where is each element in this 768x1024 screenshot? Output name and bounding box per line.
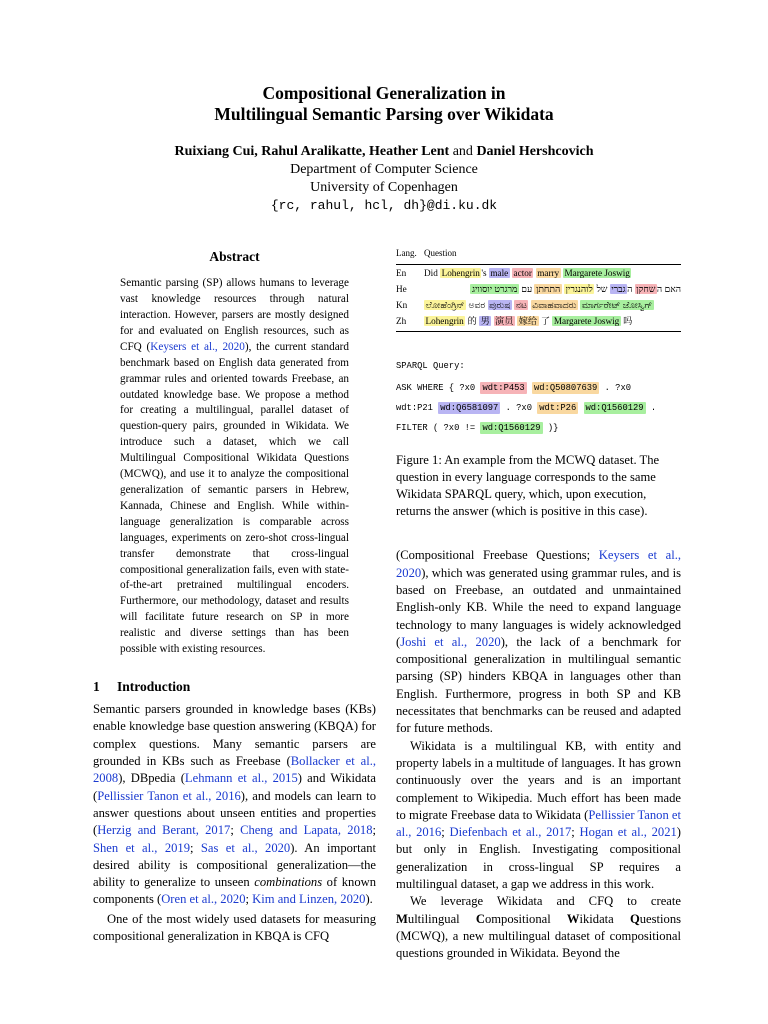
citation-link[interactable]: Herzig and Berant, 2017 [97, 823, 231, 838]
citation-link[interactable]: Oren et al., 2020 [161, 892, 246, 907]
paper-title [0, 83, 768, 125]
lang-code: En [396, 267, 407, 278]
sparql-line-2: wdt:P21 wd:Q6581097 . ?x0 wdt:P26 wd:Q1560129 . [396, 403, 657, 414]
citation-link[interactable]: Kim and Linzen, 2020 [252, 892, 366, 907]
figure-table-header [396, 245, 681, 265]
title-line-1: Compositional Generalization in [262, 83, 506, 103]
intro-paragraph-2: One of the most widely used datasets for measuring compositional generalization in KBQA is CFQ [93, 911, 376, 944]
author-email[interactable]: {rc, rahul, hcl, dh}@di.ku.dk [270, 198, 498, 213]
abstract-text: Semantic parsing (SP) allows humans to leverage vast knowledge resources through natural interaction. However, parsers are mostly designed for and evaluated on English resources, such as CFQ ( [120, 277, 349, 353]
author-and: and [452, 144, 473, 159]
sparql-label: SPARQL Query: [396, 361, 465, 372]
citation-link[interactable]: Diefenbach et al., 2017 [449, 825, 572, 840]
section-number: 1 [93, 678, 100, 694]
abstract-heading: Abstract [209, 249, 260, 264]
figure-1-caption: Figure 1: An example from the MCWQ dataset. The question in every language corresponds to the same Wikidata SPARQL query, which, upon execution, returns the answer (which is positive in this case). [396, 453, 660, 519]
citation-link[interactable]: Cheng and Lapata, 2018 [240, 823, 373, 838]
right-paragraph-2: Wikidata is a multilingual KB, with entity and property labels in a multitude of languages. It has grown continuously over the years and is an important complement to Wikipedia. Much effort has been made to migrate Freebase data to Wikidata (Pellissier Tanon et al., 2016; Diefenbach et al., 2017; Hogan et al., 2021) but only in English. Investigating compositional generalization in cross-lingual SP requires a multilingual dataset, a gap we address in this work. [396, 738, 681, 892]
lang-code: Kn [396, 299, 408, 310]
author-names: Ruixiang Cui, Rahul Aralikatte, Heather Lent [174, 144, 450, 159]
citation-link[interactable]: Joshi et al., 2020 [400, 634, 501, 649]
author-department: Department of Computer Science [290, 162, 478, 177]
abstract-body [120, 276, 349, 658]
sparql-line-3: FILTER ( ?x0 != wd:Q1560129 )} [396, 423, 559, 434]
figure-row-zh [396, 313, 681, 329]
figure-1-table [396, 245, 681, 332]
citation-link[interactable]: Keysers et al., 2020 [396, 548, 681, 580]
intro-paragraph-1: Semantic parsers grounded in knowledge bases (KBs) enable knowledge base question answering (KBQA) for complex questions. Many semantic parsers are grounded in KBs such as Freebase (Bollacker et al., 2008), DBpedia (Lehmann et al., 2015) and Wikidata (Pellissier Tanon et al., 2016), and models can learn to answer questions about unseen entities and properties (Herzig and Berant, 2017; Cheng and Lapata, 2018; Shen et al., 2019; Sas et al., 2020). An important desired ability is compositional generalization—the ability to generalize to unseen combinations of known components (Oren et al., 2020; Kim and Linzen, 2020). [93, 702, 377, 907]
author-last: Daniel Hershcovich [476, 144, 594, 159]
question-zh: Lohengrin 的 男 演员 嫁给 了 Margarete Joswig 吗 [425, 315, 633, 326]
lang-code: Zh [396, 315, 407, 326]
citation-link[interactable]: Keysers et al., 2020 [150, 340, 245, 353]
figure-row-en [396, 265, 681, 281]
right-column [396, 245, 681, 963]
column-header-question: Question [424, 248, 457, 258]
citation-link[interactable]: Bollacker et al., 2008 [93, 754, 376, 786]
citation-link[interactable]: Hogan et al., 2021 [579, 825, 677, 840]
left-column [93, 240, 376, 945]
sparql-query-block [396, 358, 681, 438]
abstract-text: ), the current standard benchmark based on English data generated from grammar rules and oriented towards Freebase, an outdated knowledge base. We propose a method for creating a multilingual, parallel dataset of question-query pairs, grounded in Wikidata. We introduce such a dataset, which we call Multilingual Compositional Wikidata Questions (MCWQ), and use it to analyze the compositional generalization of semantic parsers in Hebrew, Kannada, Chinese and English. While within-language generalization is comparable across languages, experiments on zero-shot cross-lingual transfer demonstrate that cross-lingual compositional generalization fails, even with state-of-the-art pretrained multilingual encoders. Furthermore, our methodology, dataset and results will facilitate future research on SP in more realistic and diverse settings than has been possible with existing resources. [120, 340, 349, 656]
section-heading-introduction [93, 678, 376, 695]
citation-link[interactable]: Sas et al., 2020 [200, 840, 291, 855]
right-body [396, 547, 681, 962]
lang-code: He [396, 283, 407, 294]
figure-row-he [396, 281, 681, 297]
sparql-line-1: ASK WHERE { ?x0 wdt:P453 wd:Q50807639 . ?x0 [396, 383, 632, 394]
question-en: Did Lohengrin 's male actor marry Margarete Joswig [424, 267, 630, 278]
section-title: Introduction [117, 678, 191, 694]
figure-row-kn [396, 297, 681, 313]
citation-link[interactable]: Shen et al., 2019 [93, 840, 191, 855]
author-university: University of Copenhagen [310, 180, 458, 195]
question-kn: ಲೋಹೆಂಗ್ರಿನ್ ಅವರ ಪುರುಷ ನಟ ವಿವಾಹವಾದರು ಮಾರ್ಗರೇಟ್ ಜೋಸ್ವಿಗ್ [425, 299, 653, 310]
question-he: האם השחקן הגברי של לוהנגרין התחתן עם מרגרט יוסוויג [471, 283, 681, 294]
citation-link[interactable]: Lehmann et al., 2015 [184, 771, 298, 786]
citation-link[interactable]: Pellissier Tanon et al., 2016 [97, 788, 241, 803]
citation-link[interactable]: Pellissier Tanon et al., 2016 [396, 807, 681, 840]
title-line-2: Multilingual Semantic Parsing over Wikidata [214, 104, 554, 124]
author-block [0, 143, 768, 215]
column-header-lang: Lang. [396, 248, 417, 258]
right-paragraph-3: We leverage Wikidata and CFQ to create Multilingual Compositional Wikidata Questions (MCWQ), a new multilingual dataset of compositional questions grounded in Wikidata. Beyond the [396, 894, 682, 961]
right-paragraph-1: (Compositional Freebase Questions; Keysers et al., 2020), which was generated using grammar rules, and is based on Freebase, an outdated and unmaintained English-only KB. While the need to expand language technology to many languages is widely acknowledged (Joshi et al., 2020), the lack of a benchmark for compositional generalization in multilingual semantic parsing (SP) hinders KBQA in languages other than English. Furthermore, progress in both SP and KB necessitates that benchmarks can be reused and adapted for future methods. [396, 548, 681, 736]
